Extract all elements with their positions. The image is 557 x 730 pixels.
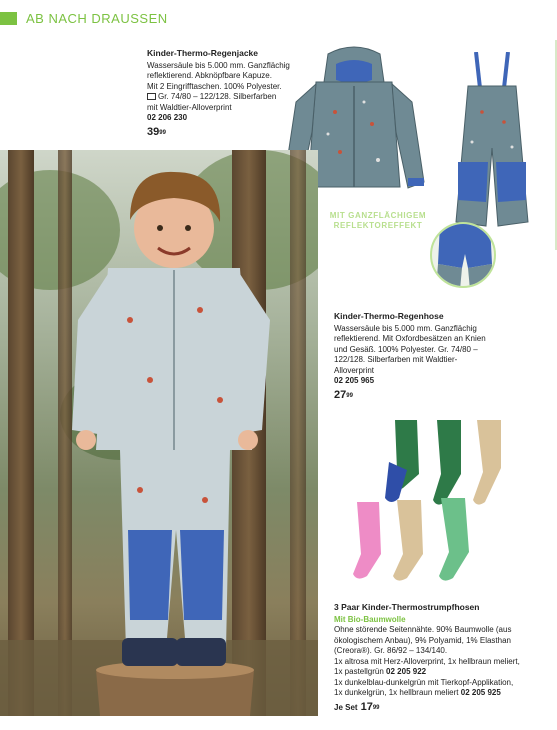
jacket-name: Kinder-Thermo-Regenjacke (147, 48, 258, 58)
pants-article: 02 205 965 (334, 376, 375, 385)
pants-desc-3: und Gesäß. 100% Polyester. Gr. 74/80 – (334, 344, 478, 354)
tights-price: Je Set $17^{99}$ (334, 700, 380, 713)
pants-desc-2: reflektierend. Mit Oxfordbesätzen an Knien (334, 334, 486, 343)
pants-desc-4: 122/128. Silberfarben mit Waldtier- (334, 355, 458, 364)
tights-info (334, 602, 549, 713)
tights-desc-3: (Creora®). Gr. 86/92 – 134/140. (334, 646, 448, 655)
pants-price: $27^{99}$ (334, 388, 353, 401)
pants-desc-5: Alloverprint (334, 365, 375, 375)
tights-name: 3 Paar Kinder-Thermostrumpfhosen (334, 602, 480, 612)
pants-info (334, 311, 509, 400)
jacket-desc-5: mit Waldtier-Alloverprint (147, 102, 232, 112)
tights-image (345, 414, 525, 594)
pants-name: Kinder-Thermo-Regenhose (334, 311, 444, 321)
reflector-callout: MIT GANZFLÄCHIGEM REFLEKTOREFFEKT (329, 211, 427, 230)
tights-variant-3: 1x dunkelblau-dunkelgrün mit Tierkopf-Applikation, (334, 677, 514, 687)
jacket-desc-3: Mit 2 Eingrifftaschen. 100% Polyester. (147, 81, 282, 91)
section-title: AB NACH DRAUSSEN (26, 11, 168, 26)
jacket-price: $39^{99}$ (147, 125, 166, 138)
jacket-article: 02 206 230 (147, 113, 188, 122)
pants-detail-image (430, 222, 496, 288)
tights-tag: Mit Bio-Baumwolle (334, 614, 406, 624)
section-color-bar (0, 12, 17, 25)
size-chart-icon (147, 93, 156, 100)
tights-variant-2: 1x pastellgrün 02 205 922 (334, 667, 427, 676)
jacket-desc-4: Gr. 74/80 – 122/128. Silberfarben (147, 92, 297, 103)
jacket-desc-2: reflektierend. Abknöpfbare Kapuze. (147, 71, 272, 80)
tights-variant-4: 1x dunkelgrün, 1x hellbraun meliert 02 205 925 (334, 688, 501, 697)
tights-desc-1: Ohne störende Seitennähte. 90% Baumwolle (aus (334, 625, 512, 634)
jacket-desc-1: Wassersäule bis 5.000 mm. Ganzflächig (147, 60, 290, 70)
pants-image (452, 52, 532, 230)
tights-desc-2: ökologischem Anbau), 9% Polyamid, 1% Elasthan (334, 635, 511, 645)
tights-variant-1: 1x altrosa mit Herz-Alloverprint, 1x hellbraun meliert, (334, 656, 520, 666)
pants-desc-1: Wassersäule bis 5.000 mm. Ganzflächig (334, 323, 477, 333)
jacket-info (147, 48, 297, 137)
child-forest-photo (0, 150, 318, 716)
